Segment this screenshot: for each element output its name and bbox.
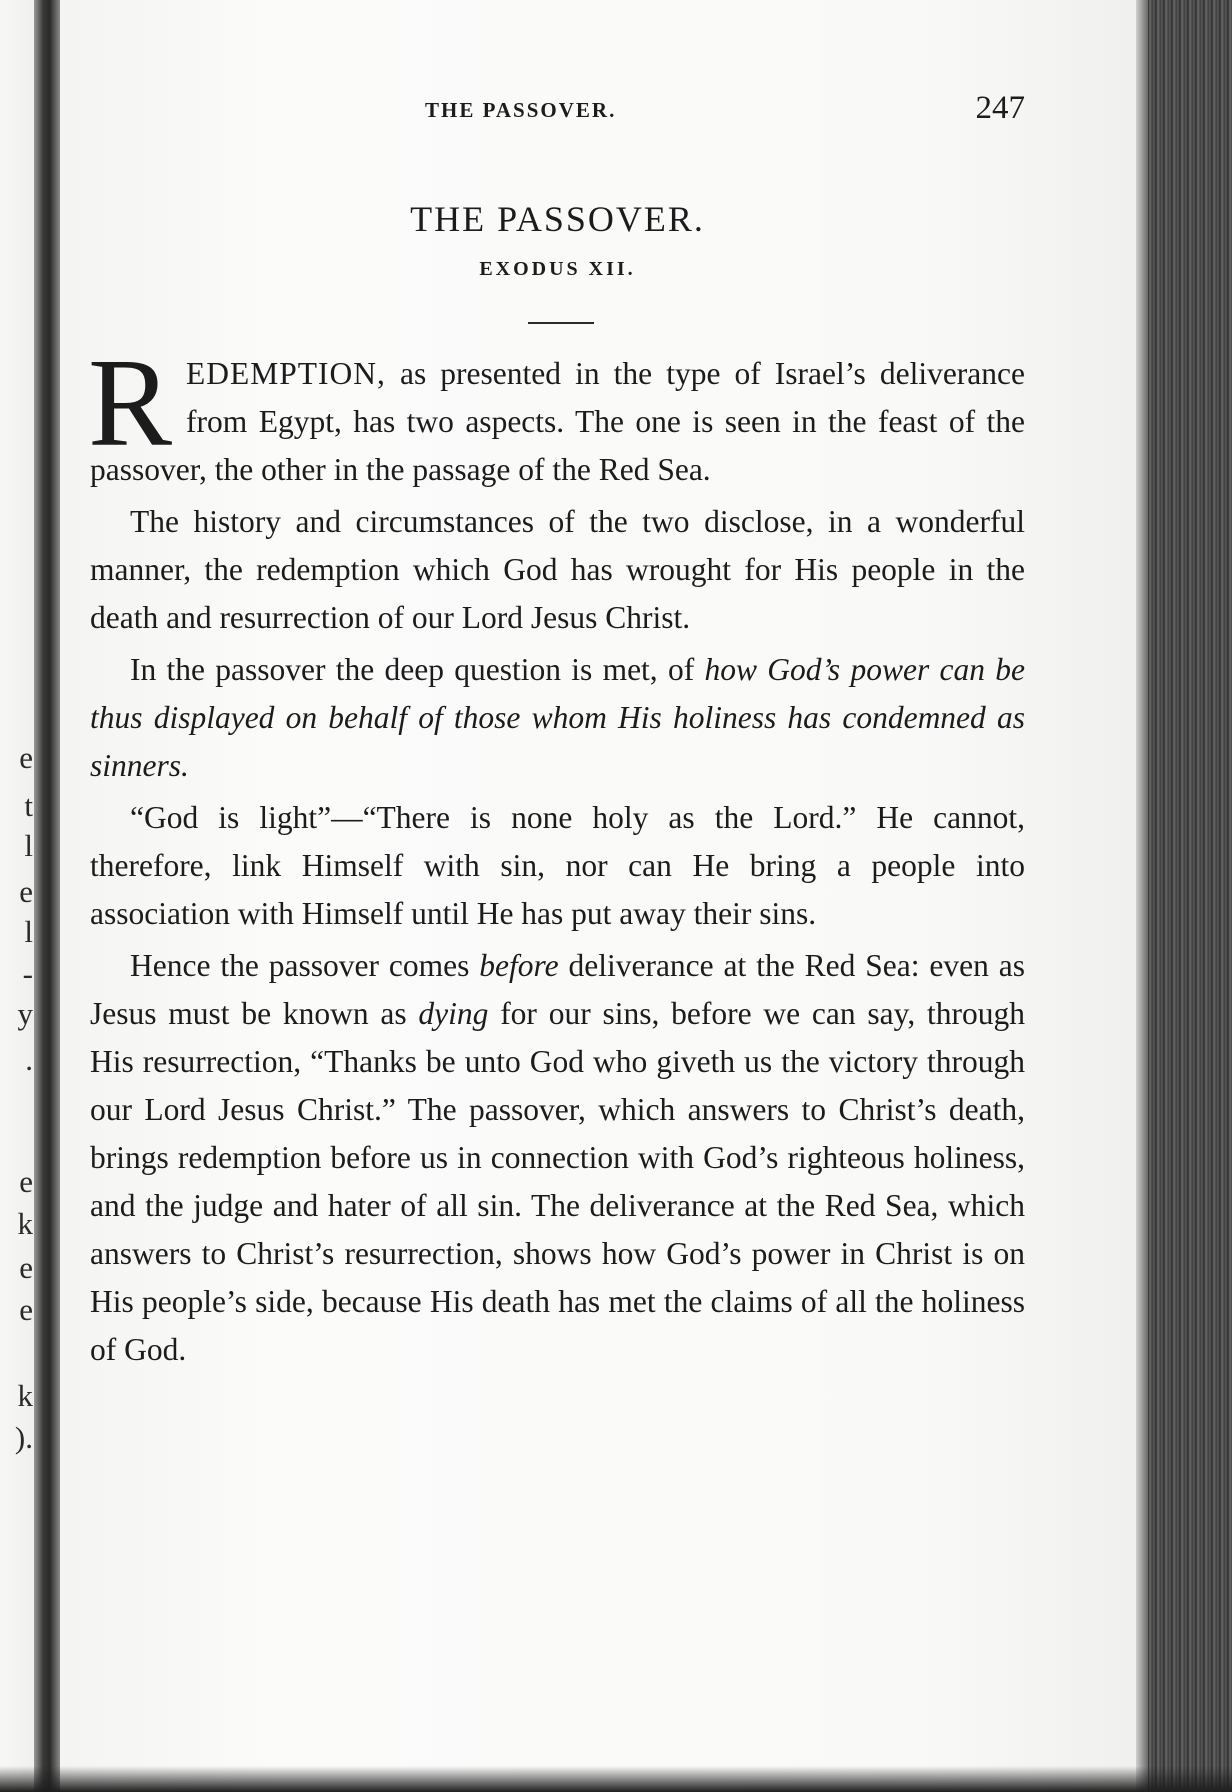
left-fragment: y — [17, 996, 33, 1031]
page-number: 247 — [975, 90, 1025, 126]
book-page — [60, 0, 1136, 1792]
paragraph-2 — [90, 498, 1025, 642]
paragraph-5-text-2: deliverance at the Red Sea: even as Jesus must be known as — [90, 948, 1025, 1031]
left-page-text-fragments — [0, 0, 36, 1792]
left-fragment: l — [24, 914, 33, 949]
small-caps-word: EDEMPTION, — [186, 356, 386, 391]
paragraph-5-italic-2: dying — [418, 996, 489, 1031]
title-divider — [528, 322, 594, 324]
paragraph-5 — [90, 942, 1025, 1374]
paragraph-4 — [90, 794, 1025, 938]
left-fragment: - — [22, 956, 33, 991]
left-fragment: . — [25, 1042, 33, 1077]
left-fragment: ). — [14, 1420, 33, 1455]
paragraph-1-text: as presented in the type of Israel’s deliverance from Egypt, has two aspects. The one is seen in the feast of the passover, the other in the passage of the Red Sea. — [90, 356, 1025, 487]
paragraph-2-text: The history and circumstances of the two disclose, in a wonderful manner, the redemption which God has wrought for His people in the death and resurrection of our Lord Jesus Christ. — [90, 504, 1025, 635]
drop-cap: R — [88, 334, 173, 473]
left-fragment: e — [19, 740, 33, 775]
paragraph-3-text: In the passover the deep question is met, of — [130, 652, 705, 687]
book-gutter — [34, 0, 60, 1792]
left-fragment: k — [17, 1378, 33, 1413]
left-fragment: e — [19, 1164, 33, 1199]
paragraph-5-text-1: Hence the passover comes — [130, 948, 480, 983]
body-text — [88, 334, 1025, 1378]
left-fragment: e — [19, 874, 33, 909]
left-fragment: e — [19, 1250, 33, 1285]
paragraph-3 — [90, 646, 1025, 790]
chapter-subtitle: EXODUS XII. — [479, 258, 636, 280]
right-page-block-edge — [1136, 0, 1232, 1792]
left-fragment: t — [24, 788, 33, 823]
left-fragment: k — [17, 1206, 33, 1241]
left-fragment: e — [19, 1292, 33, 1327]
paragraph-5-italic-1: before — [479, 948, 559, 983]
bottom-shadow — [0, 1766, 1232, 1792]
paragraph-3-italic: how God’s power can be thus displayed on behalf of those whom His holiness has condemned as sinners. — [90, 652, 1025, 783]
paragraph-5-text-3: for our sins, before we can say, through His resurrection, “Thanks be unto God who giveth us the victory through our Lord Jesus Christ.” The passover, which answers to Christ’s death, brings redemption before us in connection with God’s righteous holiness, and the judge and hater of all sin. The deliverance at the Red Sea, which answers to Christ’s resurrection, shows how God’s power in Christ is on His people’s side, because His death has met the claims of all the holiness of God. — [90, 996, 1025, 1367]
running-head — [90, 90, 1025, 134]
paragraph-1 — [88, 334, 1025, 494]
chapter-title: THE PASSOVER. — [410, 199, 705, 239]
paragraph-4-text: “God is light”—“There is none holy as the Lord.” He cannot, therefore, link Himself with sin, nor can He bring a people into association with Himself until He has put away their sins. — [90, 800, 1025, 931]
left-fragment: l — [24, 828, 33, 863]
running-head-title: THE PASSOVER. — [425, 98, 617, 122]
